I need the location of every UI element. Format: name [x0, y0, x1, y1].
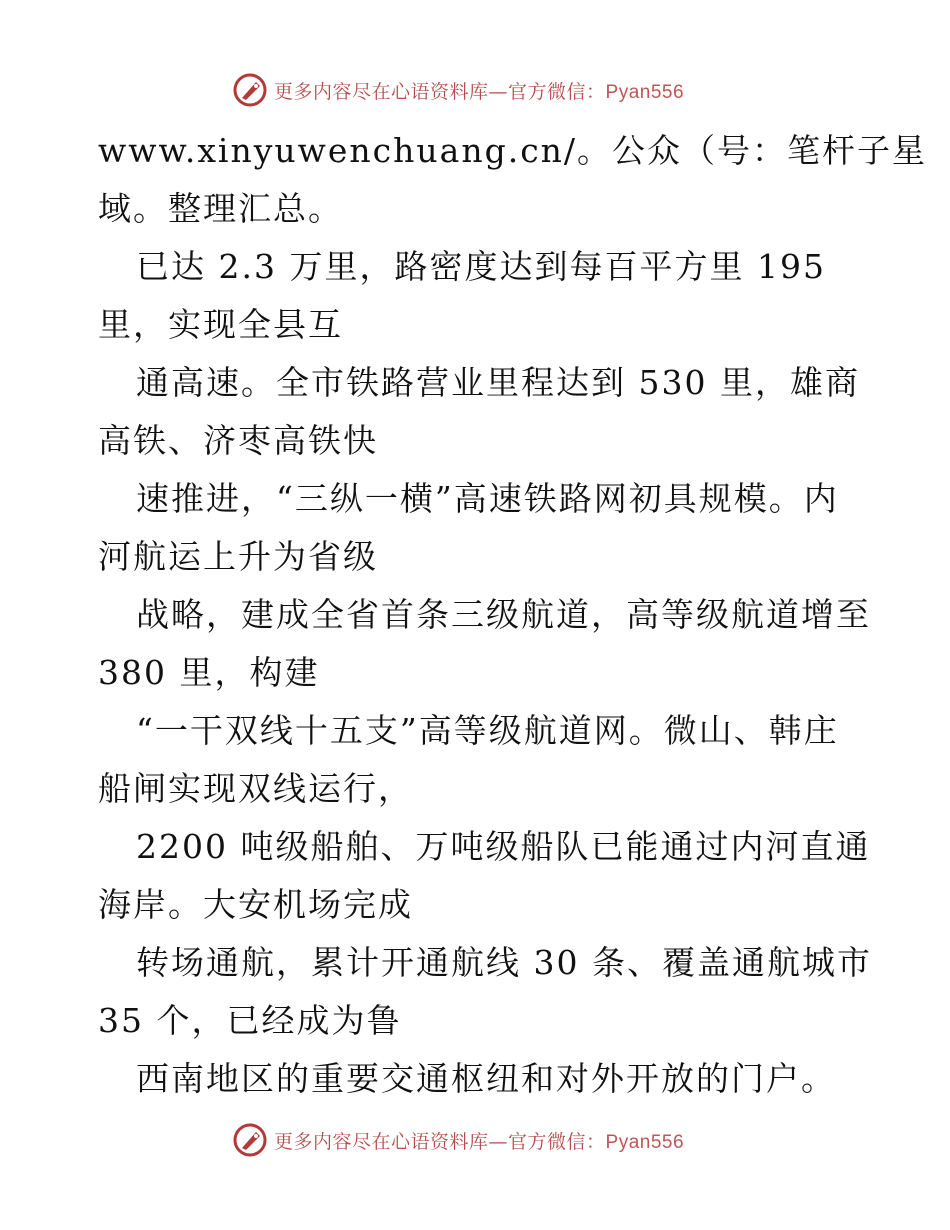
body-line: 通高速。全市铁路营业里程达到 530 里，雄商 [136, 363, 860, 402]
body-line: 速推进，“三纵一横”高速铁路网初具规模。内 [136, 479, 839, 518]
body-line: 战略，建成全省首条三级航道，高等级航道增至 [136, 595, 871, 634]
body-line: “一干双线十五支”高等级航道网。微山、韩庄 [136, 711, 839, 750]
body-line: 西南地区的重要交通枢纽和对外开放的门户。 [136, 1059, 836, 1098]
body-line: 高铁、济枣高铁快 [98, 421, 378, 460]
body-line: 380 里，构建 [98, 653, 320, 692]
body-line: 转场通航，累计开通航线 30 条、覆盖通航城市 [136, 943, 872, 982]
header-banner-text [274, 77, 684, 104]
pen-nib-logo-icon [232, 1122, 268, 1158]
body-line: 域。整理汇总。 [98, 189, 343, 228]
footer-banner-text [274, 1127, 684, 1154]
body-line: 河航运上升为省级 [98, 537, 378, 576]
body-line: 海岸。大安机场完成 [98, 885, 413, 924]
header-banner-label: 更多内容尽在心语资料库—官方微信： [274, 80, 606, 103]
body-line: 2200 吨级船舶、万吨级船队已能通过内河直通 [136, 827, 871, 866]
footer-banner [232, 1120, 684, 1160]
document-body [98, 122, 928, 1108]
body-line: 35 个，已经成为鲁 [98, 1001, 402, 1040]
body-line: 里，实现全县互 [98, 305, 343, 344]
body-line: 已达 2.3 万里，路密度达到每百平方里 195 [136, 247, 826, 286]
pen-nib-logo-icon [232, 72, 268, 108]
body-line: www.xinyuwenchuang.cn/。公众（号：笔杆子星 [98, 131, 928, 170]
footer-banner-label: 更多内容尽在心语资料库—官方微信： [274, 1130, 606, 1153]
body-line: 船闸实现双线运行， [98, 769, 413, 808]
header-banner-wechat-id: Pyan556 [605, 81, 685, 103]
footer-banner-wechat-id: Pyan556 [605, 1131, 685, 1153]
header-banner [232, 70, 684, 110]
